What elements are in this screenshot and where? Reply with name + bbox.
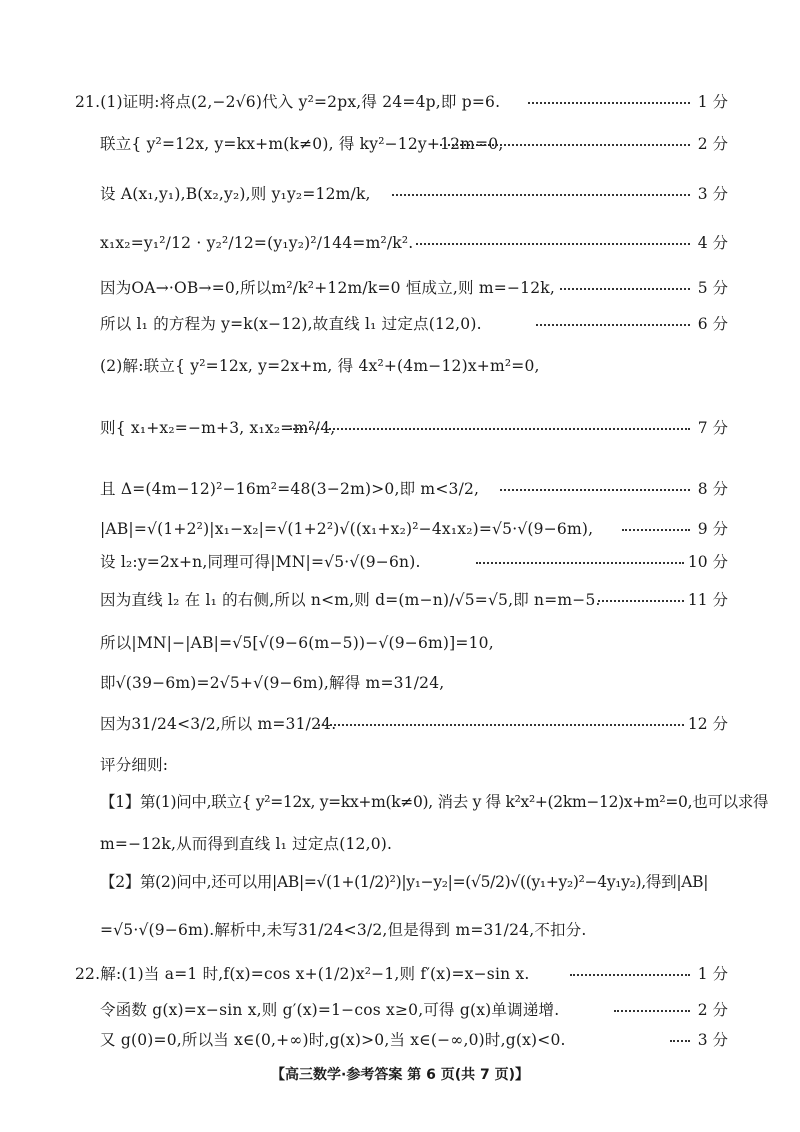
line-text: 则{ x₁+x₂=−m+3, x₁x₂=m²/4, (100, 419, 336, 437)
dot-leader (614, 1010, 690, 1012)
dot-leader (318, 724, 684, 726)
dot-leader (670, 1040, 690, 1042)
solution-line (0, 90, 800, 114)
line-text: 且 Δ=(4m−12)²−16m²=48(3−2m)>0,即 m<3/2, (100, 480, 480, 498)
score-mark: 8 分 (697, 480, 728, 498)
page-footer: 【高三数学·参考答案 第 6 页(共 7 页)】 (271, 1067, 529, 1083)
line-text: 21.(1)证明:将点(2,−2√6)代入 y²=2px,得 24=4p,即 p=6. (75, 93, 501, 111)
dot-leader (570, 974, 690, 976)
solution-line (0, 132, 800, 156)
line-text: 设 A(x₁,y₁),B(x₂,y₂),则 y₁y₂=12m/k, (100, 185, 371, 203)
dot-leader (528, 102, 690, 104)
solution-line (0, 918, 800, 942)
score-mark: 1 分 (697, 965, 728, 983)
score-mark: 4 分 (697, 234, 728, 252)
solution-line (0, 671, 800, 695)
score-mark: 5 分 (697, 279, 728, 297)
dot-leader (500, 489, 690, 491)
solution-line (0, 231, 800, 255)
line-text: 联立{ y²=12x, y=kx+m(k≠0), 得 ky²−12y+12m=0, (100, 135, 504, 153)
dot-leader (392, 194, 690, 196)
dot-leader (290, 428, 690, 430)
solution-line (0, 477, 800, 501)
line-text: m=−12k,从而得到直线 l₁ 过定点(12,0). (100, 835, 393, 853)
score-mark: 3 分 (697, 1031, 728, 1049)
line-text: 所以|MN|−|AB|=√5[√(9−6(m−5))−√(9−6m)]=10, (100, 634, 494, 652)
line-text: =√5·√(9−6m).解析中,未写31/24<3/2,但是得到 m=31/24,不扣分. (100, 921, 587, 939)
line-text: 因为直线 l₂ 在 l₁ 的右侧,所以 n<m,则 d=(m−n)/√5=√5,即 n=m−5. (100, 591, 601, 609)
solution-line (0, 712, 800, 736)
solution-line (0, 182, 800, 206)
line-text: (2)解:联立{ y²=12x, y=2x+m, 得 4x²+(4m−12)x+m²=0, (100, 357, 540, 375)
score-mark: 1 分 (697, 93, 728, 111)
section-heading (0, 753, 800, 777)
solution-line (0, 517, 800, 541)
dot-leader (560, 288, 690, 290)
score-mark: 9 分 (697, 520, 728, 538)
score-mark: 7 分 (697, 419, 728, 437)
line-text: 所以 l₁ 的方程为 y=k(x−12),故直线 l₁ 过定点(12,0). (100, 315, 482, 333)
line-text: 因为31/24<3/2,所以 m=31/24. (100, 715, 337, 733)
line-text: 令函数 g(x)=x−sin x,则 g′(x)=1−cos x≥0,可得 g(x)单调递增. (100, 1001, 560, 1019)
solution-line (0, 832, 800, 856)
solution-line (0, 790, 800, 814)
line-text: 设 l₂:y=2x+n,同理可得|MN|=√5·√(9−6n). (100, 553, 421, 571)
dot-leader (440, 144, 690, 146)
line-text: 【1】第(1)问中,联立{ y²=12x, y=kx+m(k≠0), 消去 y 得 k²x²+(2km−12)x+m²=0,也可以求得 (100, 793, 769, 811)
solution-line (0, 550, 800, 574)
line-text: 22.解:(1)当 a=1 时,f(x)=cos x+(1/2)x²−1,则 f′(x)=x−sin x. (75, 965, 530, 983)
score-mark: 3 分 (697, 185, 728, 203)
solution-line (0, 354, 800, 378)
line-text: 即√(39−6m)=2√5+√(9−6m),解得 m=31/24, (100, 674, 445, 692)
solution-line (0, 998, 800, 1022)
score-mark: 2 分 (697, 1001, 728, 1019)
solution-line (0, 631, 800, 655)
dot-leader (622, 529, 690, 531)
solution-line (0, 1028, 800, 1052)
grading-rules-heading: 评分细则: (100, 756, 169, 774)
solution-line (0, 416, 800, 440)
dot-leader (416, 243, 690, 245)
score-mark: 12 分 (687, 715, 728, 733)
score-mark: 6 分 (697, 315, 728, 333)
dot-leader (536, 324, 690, 326)
score-mark: 10 分 (687, 553, 728, 571)
line-text: 【2】第(2)问中,还可以用|AB|=√(1+(1/2)²)|y₁−y₂|=(√5/2)√((y₁+y₂)²−4y₁y₂),得到|AB| (100, 873, 709, 891)
solution-line (0, 588, 800, 612)
score-mark: 11 分 (687, 591, 728, 609)
solution-line (0, 870, 800, 894)
solution-line (0, 962, 800, 986)
line-text: |AB|=√(1+2²)|x₁−x₂|=√(1+2²)√((x₁+x₂)²−4x₁x₂)=√5·√(9−6m), (100, 520, 594, 538)
dot-leader (476, 562, 684, 564)
solution-line (0, 312, 800, 336)
solution-line (0, 276, 800, 300)
line-text: x₁x₂=y₁²/12 · y₂²/12=(y₁y₂)²/144=m²/k². (100, 234, 414, 252)
score-mark: 2 分 (697, 135, 728, 153)
line-text: 因为OA→·OB→=0,所以m²/k²+12m/k=0 恒成立,则 m=−12k, (100, 279, 555, 297)
line-text: 又 g(0)=0,所以当 x∈(0,+∞)时,g(x)>0,当 x∈(−∞,0)时,g(x)<0. (100, 1031, 566, 1049)
dot-leader (598, 600, 684, 602)
